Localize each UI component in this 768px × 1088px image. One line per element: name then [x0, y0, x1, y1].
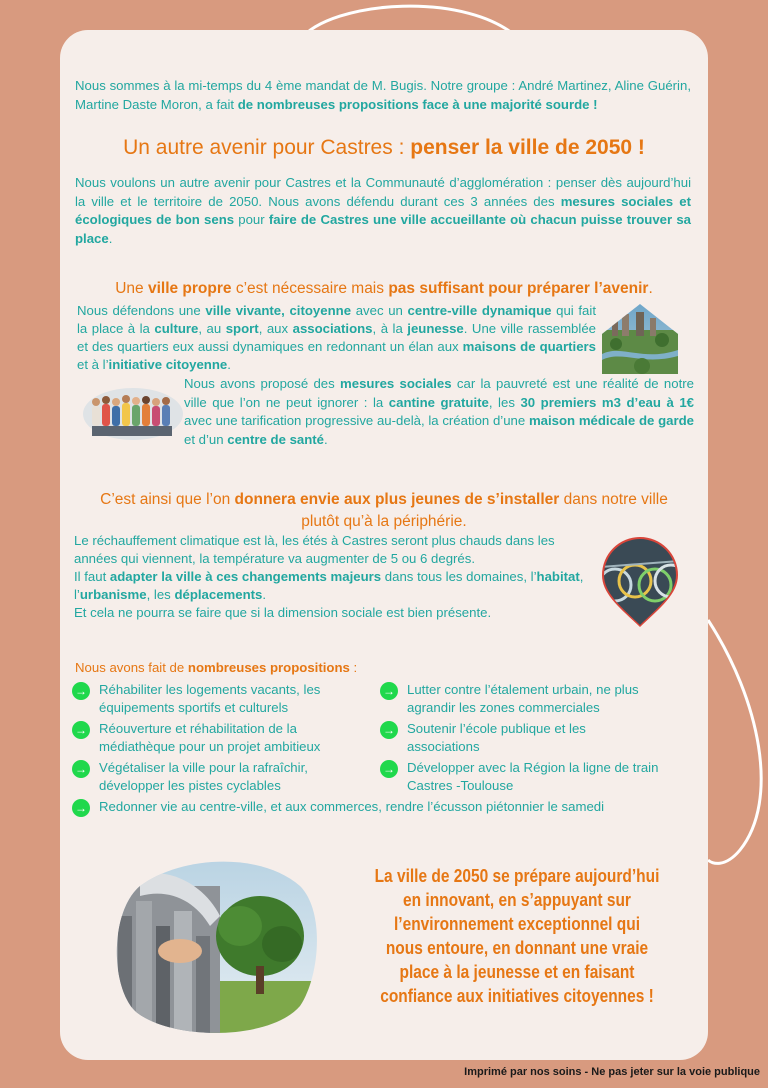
tree-city-image	[110, 856, 322, 1036]
vision-paragraph: Nous voulons un autre avenir pour Castres et la Communauté d’agglomération : penser dès aujourd’hui la ville et le territoire de 2050. Nous avons défendu durant ces 3 années des mesures sociales et écologiques de bon sens pour faire de Castres une ville accueillante où chacun puisse trouver sa place.	[75, 175, 691, 246]
youth-heading: C’est ainsi que l’on donnera envie aux plus jeunes de s’installer dans notre ville plutôt qu’à la périphérie.	[100, 491, 668, 530]
arrow-right-icon: →	[72, 682, 90, 700]
content-card: Nous sommes à la mi-temps du 4 ème mandat de M. Bugis. Notre groupe : André Martinez, Aline Guérin, Martine Daste Moron, a fait de nombreuses propositions face à une majorité sourde ! Un autre avenir pour Castres : penser la ville de 2050 ! Nous voulons un autre avenir pour Castres et la Communauté d’agglomération : penser dès aujourd’hui la ville et le territoire de 2050. Nous avons défendu durant ces 3 années des mesures sociales et écologiques de bon sens pour faire de Castres une ville accueillante où chacun puisse trouver sa place. Une ville propre c’est nécessaire mais pas suffisant pour préparer l’avenir. Nous défendons une ville vivante, citoyenne avec un centre-ville dynamique qui fait la place à la culture, au sport, aux associations, à la jeunesse. Une ville rassemblée et des quartiers eux aussi dynamiques en redonnant un élan aux maisons de quartiers et à l’initiative citoyenne. Nous avons proposé des mesures sociales car la pauvreté est une réalité de notre ville que l’on ne peut ignorer : la cantine gratuite, les 30 premiers m3 d’eau à 1€ avec une tarification progressive au-delà, la création d’une maison médicale de garde et d’un centre de santé. C’est ainsi que l’on donnera envie aux plus jeunes de s’installer dans notre ville plutôt qu’à la périphérie. Le réchauffement climatique est là, les étés à Castres seront plus chauds dans les années qui viennent, la température va augmenter de 5 ou 6 degrés. Il faut adapter la ville à ces changements majeurs dans tous les domaines, l’habitat, l’urbanisme, les déplacements. Et cela ne pourra se faire que si la dimension sociale est bien présente. Nous avons fait de nombreuses propositions : → Réhabiliter les logements vacants, les équipements sportifs et culturels → Lutter contre l’étalement urbain, ne plus agrandir les zones commerciales → Réouverture et réhabilitation de la médiathèque pour un projet ambitieux → Soutenir l’école publique et les associations → Végétaliser la ville pour la rafraîchir, développer les pistes cyclables → Développer avec la Région la ligne de train Castres -Toulouse → Redonner vie au centre-ville, et aux commerces, rendre l’écusson piétonnier le samedi La ville de 2050 se prépare aujourd’hui en innovant, en s’appuyant sur l’environnement exceptionnel qui nous entoure, en donnant une vraie place à la jeunesse et en faisant confiance aux initiatives citoyennes !	[60, 30, 708, 1060]
clean-city-heading: Une ville propre c’est nécessaire mais pas suffisant pour préparer l’avenir.	[115, 280, 653, 297]
people-group-image	[82, 380, 184, 442]
climate-line-1: Le réchauffement climatique est là, les étés à Castres seront plus chauds dans les années qui viennent, la température va augmenter de 5 ou 6 degrés.	[74, 533, 555, 566]
arrow-right-icon: →	[380, 760, 398, 778]
social-measures-paragraph: Nous avons proposé des mesures sociales car la pauvreté est une réalité de notre ville que l’on ne peut ignorer : la cantine gratuite, les 30 premiers m3 d’eau à 1€ avec une tarification progressive au-delà, la création d’une maison médicale de garde et d’un centre de santé.	[184, 376, 694, 447]
living-city-paragraph: Nous défendons une ville vivante, citoyenne avec un centre-ville dynamique qui fait la place à la culture, au sport, aux associations, à la jeunesse. Une ville rassemblée et des quartiers eux aussi dynamiques en redonnant un élan aux maisons de quartiers et à l’initiative citoyenne.	[77, 303, 596, 372]
climate-line-3: Et cela ne pourra se faire que si la dimension sociale est bien présente.	[74, 605, 492, 620]
climate-paragraph	[74, 532, 594, 622]
intro-paragraph: Nous sommes à la mi-temps du 4 ème mandat de M. Bugis. Notre groupe : André Martinez, Aline Guérin, Martine Daste Moron, a fait de nombreuses propositions face à une majorité sourde !	[75, 78, 691, 112]
conclusion-text: La ville de 2050 se prépare aujourd’hui en innovant, en s’appuyant sur l’environnement exceptionnel qui nous entoure, en donnant une vraie place à la jeunesse et en faisant confiance aux initiatives citoyennes !	[374, 866, 660, 1006]
arrow-right-icon: →	[380, 682, 398, 700]
print-footer: Imprimé par nos soins - Ne pas jeter sur la voie publique	[464, 1066, 760, 1078]
proposals-title: Nous avons fait de nombreuses propositions :	[75, 660, 358, 675]
climate-line-2: Il faut adapter la ville à ces changements majeurs dans tous les domaines, l’habitat, l’urbanisme, les déplacements.	[74, 569, 584, 602]
arrow-right-icon: →	[380, 721, 398, 739]
arrow-right-icon: →	[72, 721, 90, 739]
bicycles-image	[601, 537, 679, 629]
main-title: Un autre avenir pour Castres : penser la ville de 2050 !	[123, 136, 645, 159]
city-aerial-image	[602, 304, 678, 374]
arrow-right-icon: →	[72, 799, 90, 817]
arrow-right-icon: →	[72, 760, 90, 778]
